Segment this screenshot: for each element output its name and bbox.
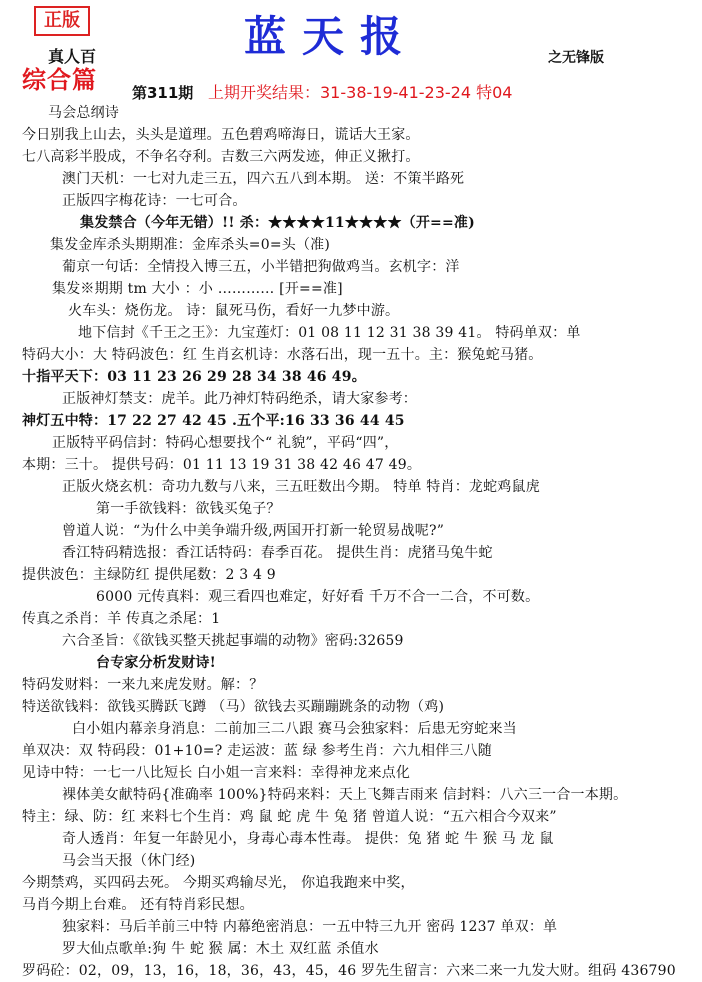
text-line: 马肖今期上台难。 还有特肖彩民想。 bbox=[22, 897, 254, 913]
text-line: 正版四字梅花诗：一七可合。 bbox=[62, 193, 247, 209]
text-line: 葡京一句话：全情投入博三五，小半错把狗做鸡当。玄机字：洋 bbox=[62, 259, 460, 275]
text-line: 罗码砼：02，09，13，16，18，36，43，45，46 罗先生留言：六来二来一九发大财。组码 436790 bbox=[22, 963, 676, 979]
text-line: 独家料：马后羊前三中特 内幕绝密消息：一五中特三九开 密码 1237 单双：单 bbox=[62, 919, 558, 935]
text-line: 六合圣旨：《欲钱买整天挑起事端的动物》密码:32659 bbox=[62, 633, 404, 649]
text-line: 正版特平码信封：特码心想要找个“ 礼貌”，平码“四”， bbox=[52, 435, 399, 451]
text-line: 澳门天机：一七对九走三五，四六五八到本期。 送：不策半路死 bbox=[62, 171, 465, 187]
text-line: 特码大小：大 特码波色：红 生肖玄机诗：水落石出，现一五十。主：猴兔蛇马猪。 bbox=[22, 347, 543, 363]
masthead-title: 蓝天报 bbox=[244, 12, 419, 61]
text-line: 6000 元传真料：观三看四也难定，好好看 千万不合一二合，不可数。 bbox=[96, 589, 540, 605]
text-line: 地下信封《千王之王》：九宝莲灯：01 08 11 12 31 38 39 41。 特码单双：单 bbox=[78, 325, 581, 341]
byline: 真人百 bbox=[48, 47, 97, 66]
text-line: 单双决：双 特码段：01+10=? 走运波：蓝 绿 参考生肖：六九相伴三八随 bbox=[22, 743, 492, 759]
text-line: 马会当天报（休门经) bbox=[62, 853, 196, 869]
text-line: 火车头：烧伤龙。 诗：鼠死马伤，看好一九梦中游。 bbox=[68, 303, 400, 319]
text-line: 裸体美女献特码{准确率 100%}特码来料：天上飞舞吉雨来 信封料：八六三一合一本期。 bbox=[62, 787, 628, 803]
text-line: 香江特码精选报：香江话特码：春季百花。 提供生肖：虎猪马兔牛蛇 bbox=[62, 545, 493, 561]
text-line: 十指平天下：03 11 23 26 29 28 34 38 46 49。 bbox=[22, 369, 366, 385]
text-line: 特码发财料：一来九来虎发财。解：？ bbox=[22, 677, 264, 693]
text-line: 罗大仙点歌单:狗 牛 蛇 猴 属：木土 双红蓝 杀值水 bbox=[62, 941, 379, 957]
text-line: 集发禁合（今年无错）!! 杀：★★★★11★★★★（开==准) bbox=[80, 215, 475, 231]
text-line: 马会总纲诗 bbox=[48, 105, 119, 121]
text-line: 见诗中特：一七一八比短长 白小姐一言来料：幸得神龙来点化 bbox=[22, 765, 411, 781]
text-line: 曾道人说：“为什么中美争端升级,两国开打新一轮贸易战呢?” bbox=[62, 523, 445, 539]
previous-results: 上期开奖结果：31-38-19-41-23-24 特04 bbox=[208, 83, 513, 102]
text-line: 今日别我上山去，头头是道理。五色碧鸡啼海日，谎话大王家。 bbox=[22, 127, 420, 143]
genuine-stamp: 正版 bbox=[34, 6, 90, 36]
text-line: 今期禁鸡，买四码去死。 今期买鸡输尽光， 你追我跑来中奖， bbox=[22, 875, 415, 891]
text-line: 传真之杀肖：羊 传真之杀尾：1 bbox=[22, 611, 221, 627]
edition-label: 之无锋版 bbox=[548, 50, 604, 66]
text-line: 集发※期期 tm 大小 ：小 ………… [开==准] bbox=[52, 281, 343, 297]
section-title: 综合篇 bbox=[22, 66, 97, 94]
text-line: 七八高彩半股成，不争名夺利。吉数三六两发迹，伸正义揪打。 bbox=[22, 149, 420, 165]
text-line: 白小姐内幕亲身消息：二前加三二八跟 赛马会独家料：后患无穷蛇来当 bbox=[72, 721, 517, 737]
text-line: 奇人透肖：年复一年龄见小，身毒心毒本性毒。 提供：兔 猪 蛇 牛 猴 马 龙 鼠 bbox=[62, 831, 554, 847]
text-line: 提供波色：主绿防红 提供尾数：2 3 4 9 bbox=[22, 567, 276, 583]
text-line: 正版神灯禁支：虎羊。此乃神灯特码绝杀，请大家参考： bbox=[62, 391, 417, 407]
text-line: 正版火烧玄机：奇功九数与八来，三五旺数出今期。 特单 特肖：龙蛇鸡鼠虎 bbox=[62, 479, 540, 495]
issue-number: 第311期 bbox=[132, 84, 194, 102]
text-line: 台专家分析发财诗! bbox=[96, 655, 216, 671]
text-line: 第一手欲钱料：欲钱买兔子？ bbox=[96, 501, 281, 517]
text-line: 本期：三十。 提供号码：01 11 13 19 31 38 42 46 47 49。 bbox=[22, 457, 422, 473]
text-line: 特主：绿、防：红 来料七个生肖：鸡 鼠 蛇 虎 牛 兔 猪 曾道人说：“五六相合今双来” bbox=[22, 809, 557, 825]
text-line: 集发金库杀头期期准：金库杀头=0=头（准) bbox=[50, 237, 331, 253]
text-line: 特送欲钱料：欲钱买腾跃飞蹲 （马）欲钱去买蹦蹦跳条的动物（鸡) bbox=[22, 699, 445, 715]
text-line: 神灯五中特：17 22 27 42 45 .五个平:16 33 36 44 45 bbox=[22, 413, 405, 429]
